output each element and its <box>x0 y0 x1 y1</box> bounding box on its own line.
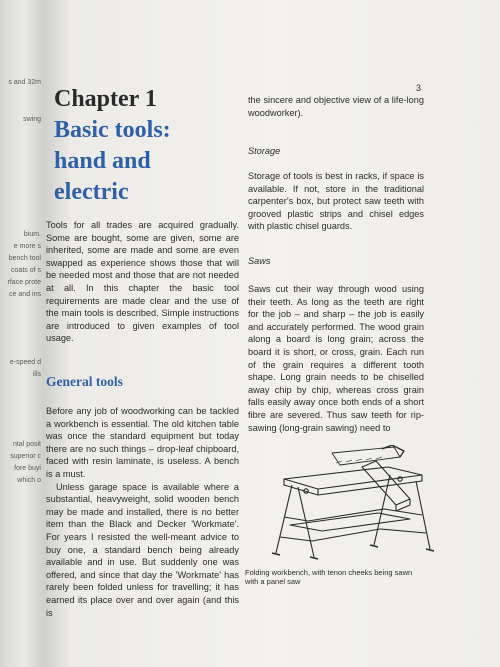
prev-page-fragment: ce and ins <box>9 291 41 298</box>
prev-page-fragment: ills <box>32 371 41 378</box>
prev-page-fragment: e more s <box>13 243 41 250</box>
prev-page-fragment: fore buyi <box>14 465 41 472</box>
column-continuation <box>248 94 424 119</box>
body-paragraph: Before any job of woodworking can be tackled a workbench is essential. The old kitchen table was once the standard equipment but today there are no such things – drop-leaf chipboard, faced with resin laminate, is useless. A bench is a must. <box>46 406 239 479</box>
prev-page-fragment: rface prote <box>7 279 41 286</box>
saws-heading: Saws <box>248 256 271 266</box>
intro-paragraph: Tools for all trades are acquired gradually. Some are bought, some are given, some are inherited, some are made and some are even swapped as experience shows those that will be needed most and those that are not needed at all. In this chapter the basic tool requirements are made clear and the use of the main tools is described. Simple instructions are introduced to given examples of tool usage. <box>46 220 239 344</box>
prev-page-fragment: ntal posit <box>12 441 41 448</box>
book-page <box>44 0 500 667</box>
storage-heading: Storage <box>248 146 281 156</box>
saws-body: Saws cut their way through wood using their teeth. As long as the teeth are right for the job – and sharp – the job is easily and accurately performed. The wood grain along a board is long grain; across the board it is short, or cross, grain. Each run of the grain requires a different tooth shape. Long grain needs to be chiselled away chip by chip, whereas cross grain falls easily away once both ends of a short fibre are severed. Thus saw teeth for rip-sawing (long-grain sawing) need to <box>248 284 424 433</box>
prev-page-fragment: bium. <box>23 231 41 238</box>
prev-page-fragment: coats of s <box>11 267 41 274</box>
prev-page-fragment: swing <box>23 116 41 123</box>
previous-page-edge <box>0 0 44 667</box>
prev-page-fragment: s and 32m <box>8 79 41 86</box>
prev-page-fragment: superior c <box>10 453 41 460</box>
storage-body: Storage of tools is best in racks, if space is available. If not, store in the traditional carpenter's box, but protect saw teeth with grooved plastic strips and chisel edges with plastic chisel guards. <box>248 171 424 232</box>
prev-page-fragment: bench tool <box>8 255 41 262</box>
body-paragraph: Unless garage space is available where a substantial, heavyweight, solid wooden bench may be made and installed, there is no better item than the Black and Decker 'Workmate'. For years I resisted the well-meant advice to buy one, a standard bench being already available and in use. But suddenly one was offered, and since that day the 'Workmate' has rarely been folded unless for travelling; it has earned its place over and over again (and this is <box>46 481 239 618</box>
prev-page-fragment: e-speed d <box>9 359 41 366</box>
figure-caption: Folding workbench, with tenon cheeks being sawn with a panel saw <box>245 568 413 587</box>
page-number: 3 <box>416 83 422 93</box>
general-tools-heading: General tools <box>46 374 123 389</box>
prev-page-fragment: which o <box>17 477 41 484</box>
chapter-label: Chapter 1 <box>54 86 157 112</box>
general-tools-body <box>46 405 239 619</box>
body-paragraph: the sincere and objective view of a life-long woodworker). <box>248 95 424 118</box>
chapter-title: Basic tools: hand and electric <box>54 117 171 205</box>
workbench-illustration <box>270 445 440 565</box>
